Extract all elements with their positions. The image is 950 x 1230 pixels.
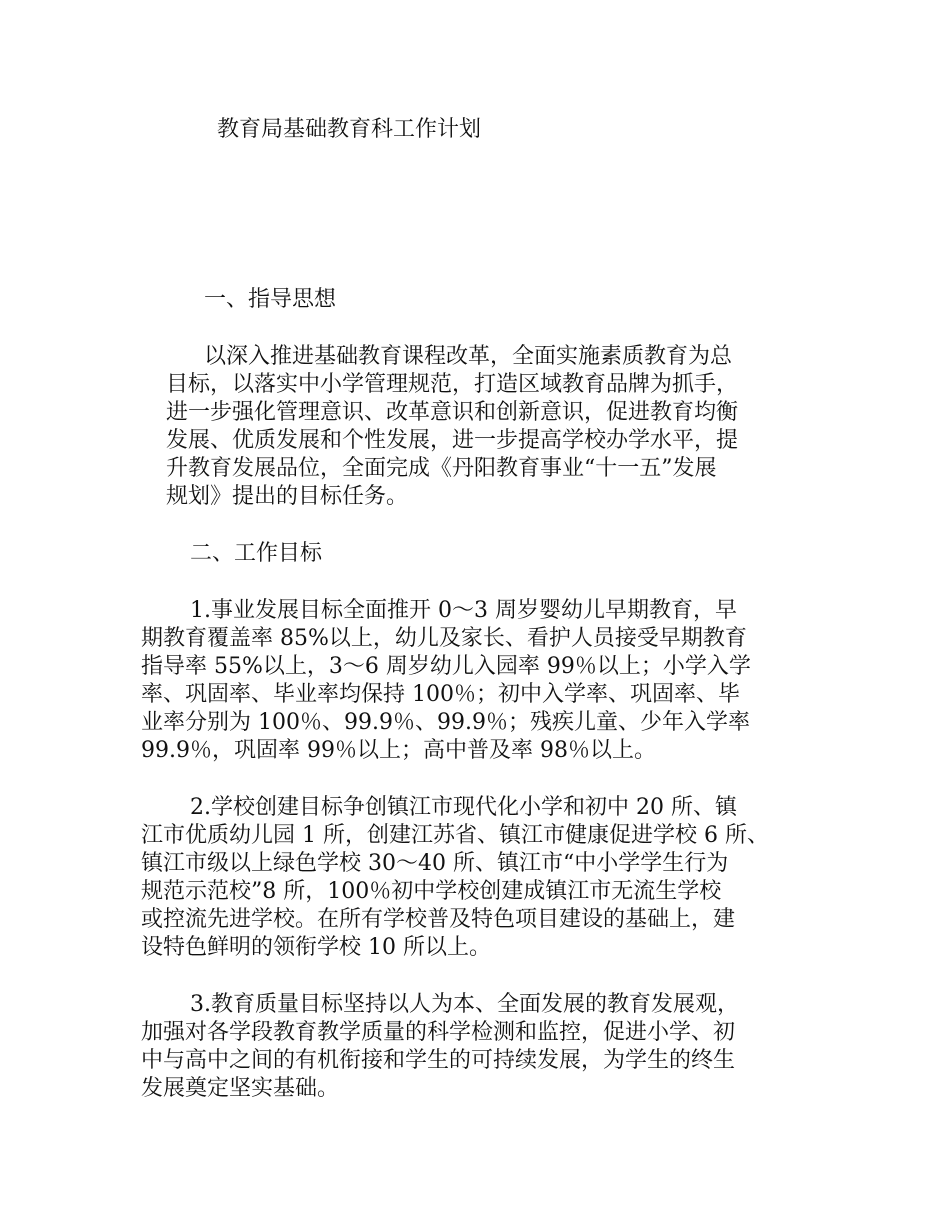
paragraph-line: 设特色鲜明的领衔学校 10 所以上。 [141,935,491,960]
paragraph-line: 1.事业发展目标全面推开 0～3 周岁婴幼儿早期教育，早 [190,598,737,623]
paragraph-line: 中与高中之间的有机衔接和学生的可持续发展，为学生的终生 [141,1048,736,1073]
section-heading-work-goals: 二、工作目标 [190,541,323,566]
paragraph-line: 业率分别为 100％、99.9％、99.9％；残疾儿童、少年入学率 [141,710,750,735]
paragraph-line: 99.9％，巩固率 99％以上；高中普及率 98％以上。 [141,738,656,763]
paragraph-line: 3.教育质量目标坚持以人为本、全面发展的教育发展观， [190,992,739,1017]
paragraph-line: 以深入推进基础教育课程改革，全面实施素质教育为总 [204,344,733,369]
paragraph-line: 进一步强化管理意识、改革意识和创新意识，促进教育均衡 [166,400,739,425]
paragraph-line: 指导率 55%以上，3～6 周岁幼儿入园率 99％以上；小学入学 [141,654,751,679]
paragraph-line: 目标，以落实中小学管理规范，打造区域教育品牌为抓手， [166,372,739,397]
paragraph-line: 规划》提出的目标任务。 [166,484,409,509]
paragraph-line: 率、巩固率、毕业率均保持 100％；初中入学率、巩固率、毕 [141,682,740,707]
paragraph-line: 镇江市级以上绿色学校 30～40 所、镇江市“中小学学生行为 [141,851,729,876]
paragraph-line: 或控流先进学校。在所有学校普及特色项目建设的基础上，建 [141,907,736,932]
paragraph-line: 升教育发展品位，全面完成《丹阳教育事业“十一五”发展 [166,456,717,481]
paragraph-line: 加强对各学段教育教学质量的科学检测和监控，促进小学、初 [141,1020,736,1045]
section-heading-guiding-ideology: 一、指导思想 [204,287,337,312]
paragraph-line: 规范示范校”8 所，100％初中学校创建成镇江市无流生学校 [141,879,722,904]
document-title: 教育局基础教育科工作计划 [217,117,482,142]
paragraph-line: 期教育覆盖率 85%以上，幼儿及家长、看护人员接受早期教育 [141,626,747,651]
paragraph-line: 发展奠定坚实基础。 [141,1076,340,1101]
paragraph-line: 江市优质幼儿园 1 所，创建江苏省、镇江市健康促进学校 6 所、 [141,823,769,848]
paragraph-line: 2.学校创建目标争创镇江市现代化小学和初中 20 所、镇 [190,795,737,820]
paragraph-line: 发展、优质发展和个性发展，进一步提高学校办学水平，提 [166,428,739,453]
